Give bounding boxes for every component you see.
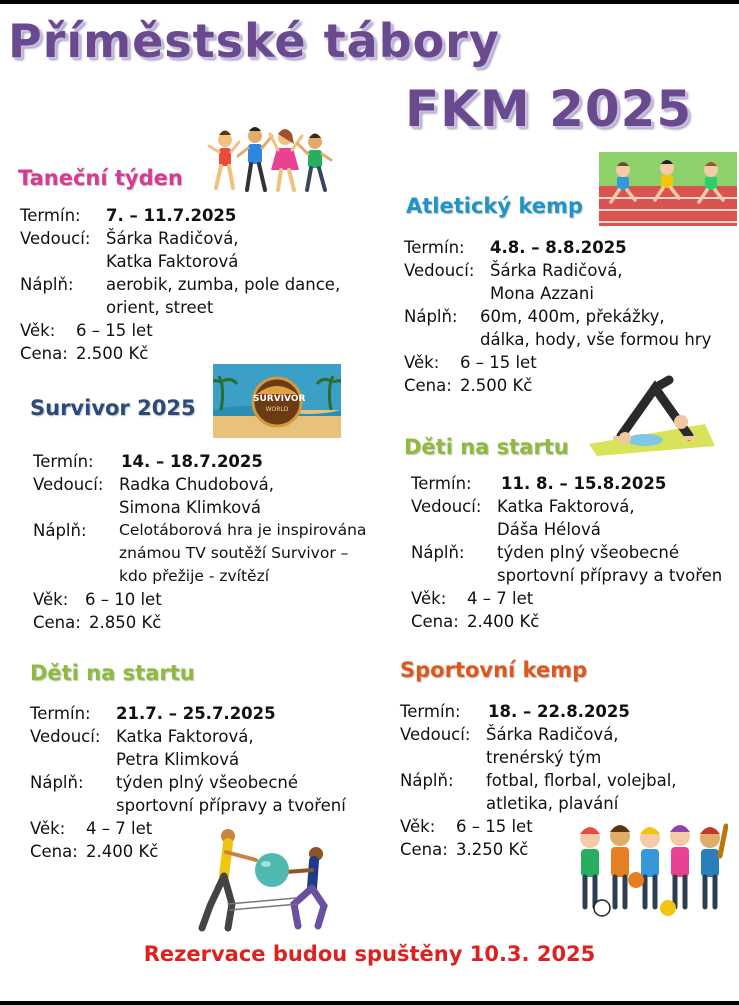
age-label: Věk: [33, 590, 69, 609]
survivor-logo-subtext: WORLD [265, 406, 289, 413]
kids-sports-illustration-icon [572, 816, 728, 918]
price-label: Cena: [20, 344, 68, 363]
content-label: Náplň: [30, 773, 84, 792]
camp-kids-aug-term: 11. 8. – 15.8.2025 [501, 474, 667, 493]
camp-survivor-leader-1: Radka Chudobová, [119, 475, 275, 494]
content-label: Náplň: [411, 543, 465, 562]
leader-label: Vedoucí: [400, 725, 471, 744]
ball-exercise-illustration-icon [188, 826, 348, 936]
camp-athletic-title: Atletický kemp [406, 194, 583, 218]
age-label: Věk: [404, 353, 440, 372]
camp-athletic-leader-1: Šárka Radičová, [490, 261, 623, 280]
price-label: Cena: [404, 376, 452, 395]
camp-survivor-content-3: kdo přežije - zvítězí [119, 567, 270, 585]
gymnastics-illustration-icon [585, 366, 717, 456]
content-label: Náplň: [404, 307, 458, 326]
term-label: Termín: [33, 452, 94, 471]
leader-label: Vedoucí: [33, 475, 104, 494]
term-label: Termín: [404, 238, 465, 257]
leader-label: Vedoucí: [411, 497, 482, 516]
content-label: Náplň: [400, 771, 454, 790]
camp-athletic-term: 4.8. – 8.8.2025 [490, 238, 627, 257]
term-label: Termín: [20, 206, 81, 225]
camp-kids-jul-content-1: týden plný všeobecné [116, 773, 298, 792]
camp-survivor-leader-2: Simona Klimková [119, 498, 262, 517]
camp-kids-jul-leader-2: Petra Klimková [116, 750, 240, 769]
camp-dance-leader-2: Katka Faktorová [106, 252, 239, 271]
camp-athletic-price: 2.500 Kč [460, 376, 533, 395]
term-label: Termín: [400, 702, 461, 721]
camp-athletic-leader-2: Mona Azzani [490, 284, 594, 303]
camp-sport-price: 3.250 Kč [456, 840, 529, 859]
camp-sport-term: 18. – 22.8.2025 [488, 702, 630, 721]
age-label: Věk: [30, 819, 66, 838]
price-label: Cena: [400, 840, 448, 859]
reservation-notice: Rezervace budou spuštěny 10.3. 2025 [143, 942, 596, 966]
camp-sport-title: Sportovní kemp [400, 658, 588, 682]
camp-kids-jul-age: 4 – 7 let [86, 819, 153, 838]
term-label: Termín: [411, 474, 472, 493]
camp-survivor-age: 6 – 10 let [85, 590, 162, 609]
camp-sport-leader-1: Šárka Radičová, [486, 725, 619, 744]
camp-survivor-title: Survivor 2025 [30, 396, 196, 420]
camp-kids-aug-title: Děti na startu [404, 435, 569, 459]
camp-kids-jul-title: Děti na startu [30, 661, 195, 685]
age-label: Věk: [411, 589, 447, 608]
survivor-logo-icon [213, 364, 341, 438]
poster-title-line2: FKM 2025 [405, 80, 693, 138]
camp-kids-aug-leader-2: Dáša Hélová [497, 520, 601, 539]
camp-sport-leader-2: trenérský tým [486, 748, 602, 767]
camp-dance-leader-1: Šárka Radičová, [106, 229, 239, 248]
age-label: Věk: [400, 817, 436, 836]
camp-dance-details [20, 204, 380, 365]
camp-dance-price: 2.500 Kč [76, 344, 149, 363]
camp-sport-content-2: atletika, plavání [486, 794, 619, 813]
camp-kids-aug-content-1: týden plný všeobecné [497, 543, 679, 562]
content-label: Náplň: [20, 275, 74, 294]
camp-athletic-content-1: 60m, 400m, překážky, [480, 307, 665, 326]
camp-kids-jul-leader-1: Katka Faktorová, [116, 727, 254, 746]
camp-kids-aug-leader-1: Katka Faktorová, [497, 497, 635, 516]
content-label: Náplň: [33, 521, 87, 540]
leader-label: Vedoucí: [30, 727, 101, 746]
camp-survivor-price: 2.850 Kč [89, 613, 162, 632]
camp-kids-aug-price: 2.400 Kč [467, 612, 540, 631]
dancers-illustration-icon [205, 118, 335, 198]
camp-kids-jul-content-2: sportovní přípravy a tvoření [116, 796, 346, 815]
age-label: Věk: [20, 321, 56, 340]
camp-kids-aug-content-2: sportovní přípravy a tvořen [497, 566, 723, 585]
term-label: Termín: [30, 704, 91, 723]
poster [0, 4, 739, 1001]
camp-survivor-term: 14. – 18.7.2025 [121, 452, 263, 471]
survivor-logo-text: SURVIVOR [253, 394, 306, 404]
price-label: Cena: [411, 612, 459, 631]
camp-kids-aug-age: 4 – 7 let [467, 589, 534, 608]
camp-dance-content-1: aerobik, zumba, pole dance, [106, 275, 341, 294]
price-label: Cena: [30, 842, 78, 861]
camp-survivor-details [33, 450, 403, 634]
camp-survivor-content-2: známou TV soutěží Survivor – [119, 544, 349, 562]
poster-title-line1: Příměstské tábory [8, 14, 500, 68]
camp-dance-content-2: orient, street [106, 298, 214, 317]
camp-dance-term: 7. – 11.7.2025 [106, 206, 237, 225]
camp-sport-age: 6 – 15 let [456, 817, 533, 836]
camp-survivor-content-1: Celotáborová hra je inspirována [119, 521, 367, 539]
leader-label: Vedoucí: [404, 261, 475, 280]
runners-illustration-icon [599, 152, 737, 226]
camp-kids-aug-details [411, 472, 739, 633]
camp-dance-age: 6 – 15 let [76, 321, 153, 340]
camp-kids-jul-term: 21.7. – 25.7.2025 [116, 704, 276, 723]
camp-sport-content-1: fotbal, florbal, volejbal, [486, 771, 677, 790]
leader-label: Vedoucí: [20, 229, 91, 248]
camp-athletic-content-2: dálka, hody, vše formou hry [480, 330, 712, 349]
price-label: Cena: [33, 613, 81, 632]
camp-kids-jul-price: 2.400 Kč [86, 842, 159, 861]
camp-dance-title: Taneční týden [18, 166, 183, 190]
camp-athletic-age: 6 – 15 let [460, 353, 537, 372]
